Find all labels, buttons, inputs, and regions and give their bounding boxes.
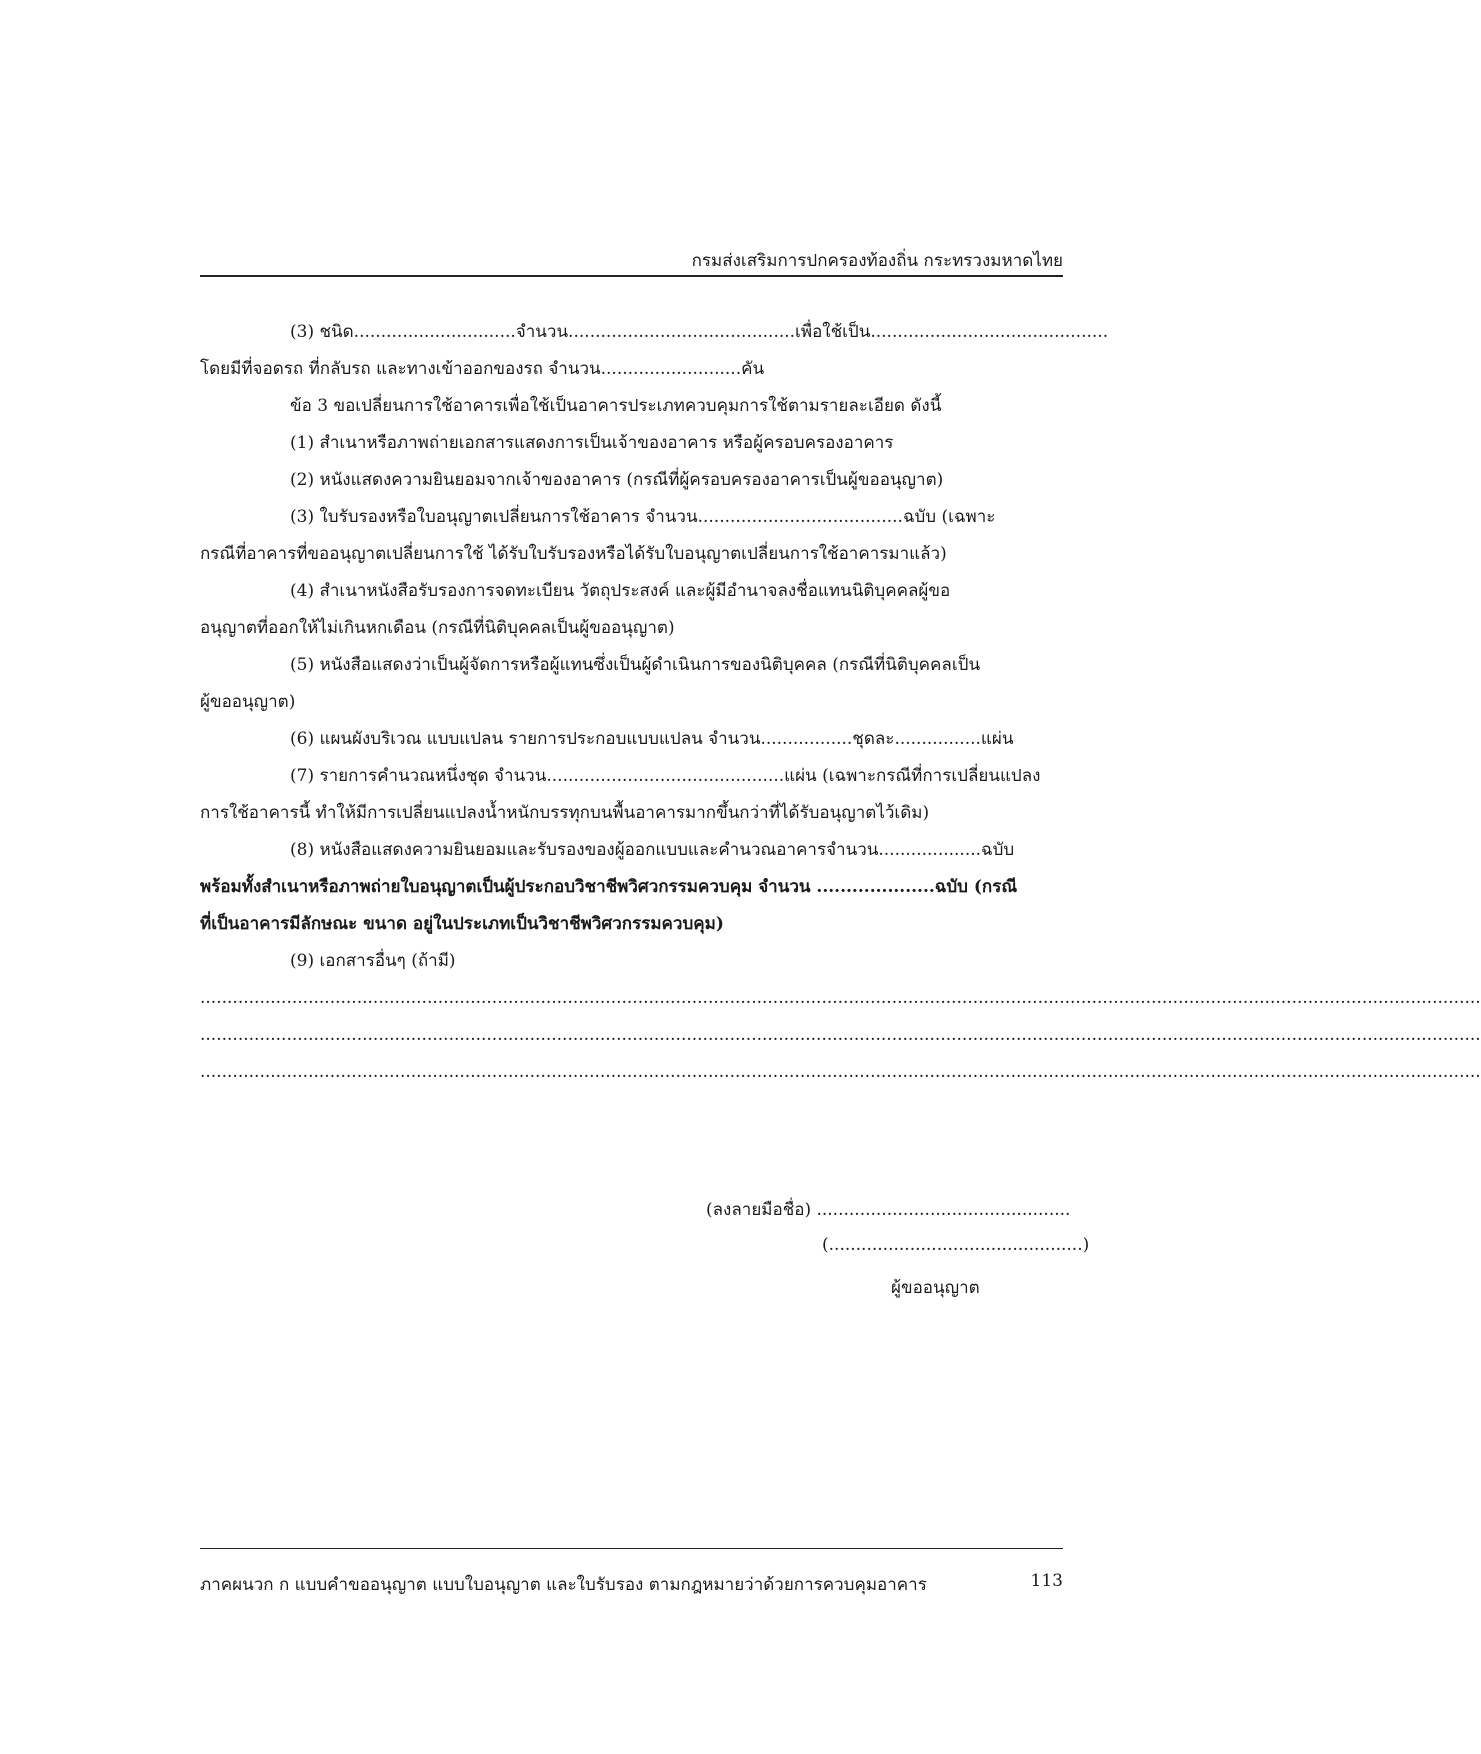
doc-item-9: (9) เอกสารอื่นๆ (ถ้ามี) xyxy=(290,951,456,971)
footer-rule xyxy=(200,1548,1063,1549)
doc-item-8-line-2: พร้อมทั้งสำเนาหรือภาพถ่ายใบอนุญาตเป็นผู้ประกอบวิชาชีพวิศวกรรมควบคุม จำนวน ....................ฉบับ (กรณี xyxy=(200,877,1018,897)
doc-item-5-line-1: (5) หนังสือแสดงว่าเป็นผู้จัดการหรือผู้แทนซึ่งเป็นผู้ดำเนินการของนิติบุคคล (กรณีที่นิติบุคคลเป็น xyxy=(290,655,981,675)
doc-item-6: (6) แผนผังบริเวณ แบบแปลน รายการประกอบแบบแปลน จำนวน.................ชุดละ................แผ่น xyxy=(290,729,1014,749)
doc-item-8-line-3: ที่เป็นอาคารมีลักษณะ ขนาด อยู่ในประเภทเป็นวิชาชีพวิศวกรรมควบคุม) xyxy=(200,914,724,934)
footer-text: ภาคผนวก ก แบบคำขออนุญาต แบบใบอนุญาต และใบรับรอง ตามกฎหมายว่าด้วยการควบคุมอาคาร xyxy=(200,1575,927,1595)
page-footer xyxy=(200,1571,1063,1598)
doc-item-7-line-2: การใช้อาคารนี้ ทำให้มีการเปลี่ยนแปลงน้ำหนักบรรทุกบนพื้นอาคารมากขึ้นกว่าที่ได้รับอนุญาตไว้เดิม) xyxy=(200,803,930,823)
item-3-type-line: (3) ชนิด..............................จำนวน..........................................เพื่อใช้เป็น............................................ xyxy=(290,322,1109,342)
header-rule xyxy=(200,275,1063,277)
header-title: กรมส่งเสริมการปกครองท้องถิ่น กระทรวงมหาดไทย xyxy=(691,251,1063,271)
doc-item-4-line-1: (4) สำเนาหนังสือรับรองการจดทะเบียน วัตถุประสงค์ และผู้มีอำนาจลงชื่อแทนนิติบุคคลผู้ขอ xyxy=(290,581,951,601)
blank-line-1: ............................................................................................................................................................................................................................................. xyxy=(200,988,1481,1008)
signature-name-blank: (...............................................) xyxy=(822,1235,1090,1255)
clause-3-heading: ข้อ 3 ขอเปลี่ยนการใช้อาคารเพื่อใช้เป็นอาคารประเภทควบคุมการใช้ตามรายละเอียด ดังนี้ xyxy=(290,396,942,416)
blank-line-2: ............................................................................................................................................................................................................................................. xyxy=(200,1025,1481,1045)
doc-item-1: (1) สำเนาหรือภาพถ่ายเอกสารแสดงการเป็นเจ้าของอาคาร หรือผู้ครอบครองอาคาร xyxy=(290,433,894,453)
page-number: 113 xyxy=(1030,1571,1063,1591)
item-3-parking-line: โดยมีที่จอดรถ ที่กลับรถ และทางเข้าออกของรถ จำนวน..........................คัน xyxy=(200,359,765,379)
signature-line: (ลงลายมือชื่อ) ............................................... xyxy=(706,1200,1071,1220)
doc-item-8-line-1: (8) หนังสือแสดงความยินยอมและรับรองของผู้ออกแบบและคำนวณอาคารจำนวน...................ฉบับ xyxy=(290,840,1015,860)
doc-item-4-line-2: อนุญาตที่ออกให้ไม่เกินหกเดือน (กรณีที่นิติบุคคลเป็นผู้ขออนุญาต) xyxy=(200,618,675,638)
doc-item-2: (2) หนังแสดงความยินยอมจากเจ้าของอาคาร (กรณีที่ผู้ครอบครองอาคารเป็นผู้ขออนุญาต) xyxy=(290,470,944,490)
signature-role: ผู้ขออนุญาต xyxy=(891,1278,980,1298)
document-body xyxy=(200,314,1481,1091)
doc-item-3-line-2: กรณีที่อาคารที่ขออนุญาตเปลี่ยนการใช้ ได้รับใบรับรองหรือได้รับใบอนุญาตเปลี่ยนการใช้อาคารมาแล้ว) xyxy=(200,544,947,564)
doc-item-7-line-1: (7) รายการคำนวณหนึ่งชุด จำนวน............................................แผ่น (เฉพาะกรณีที่การเปลี่ยนแปลง xyxy=(290,766,1041,786)
doc-item-5-line-2: ผู้ขออนุญาต) xyxy=(200,692,296,712)
doc-item-3-line-1: (3) ใบรับรองหรือใบอนุญาตเปลี่ยนการใช้อาคาร จำนวน......................................ฉบับ (เฉพาะ xyxy=(290,507,996,527)
blank-line-3: ............................................................................................................................................................................................................................................. xyxy=(200,1062,1481,1082)
